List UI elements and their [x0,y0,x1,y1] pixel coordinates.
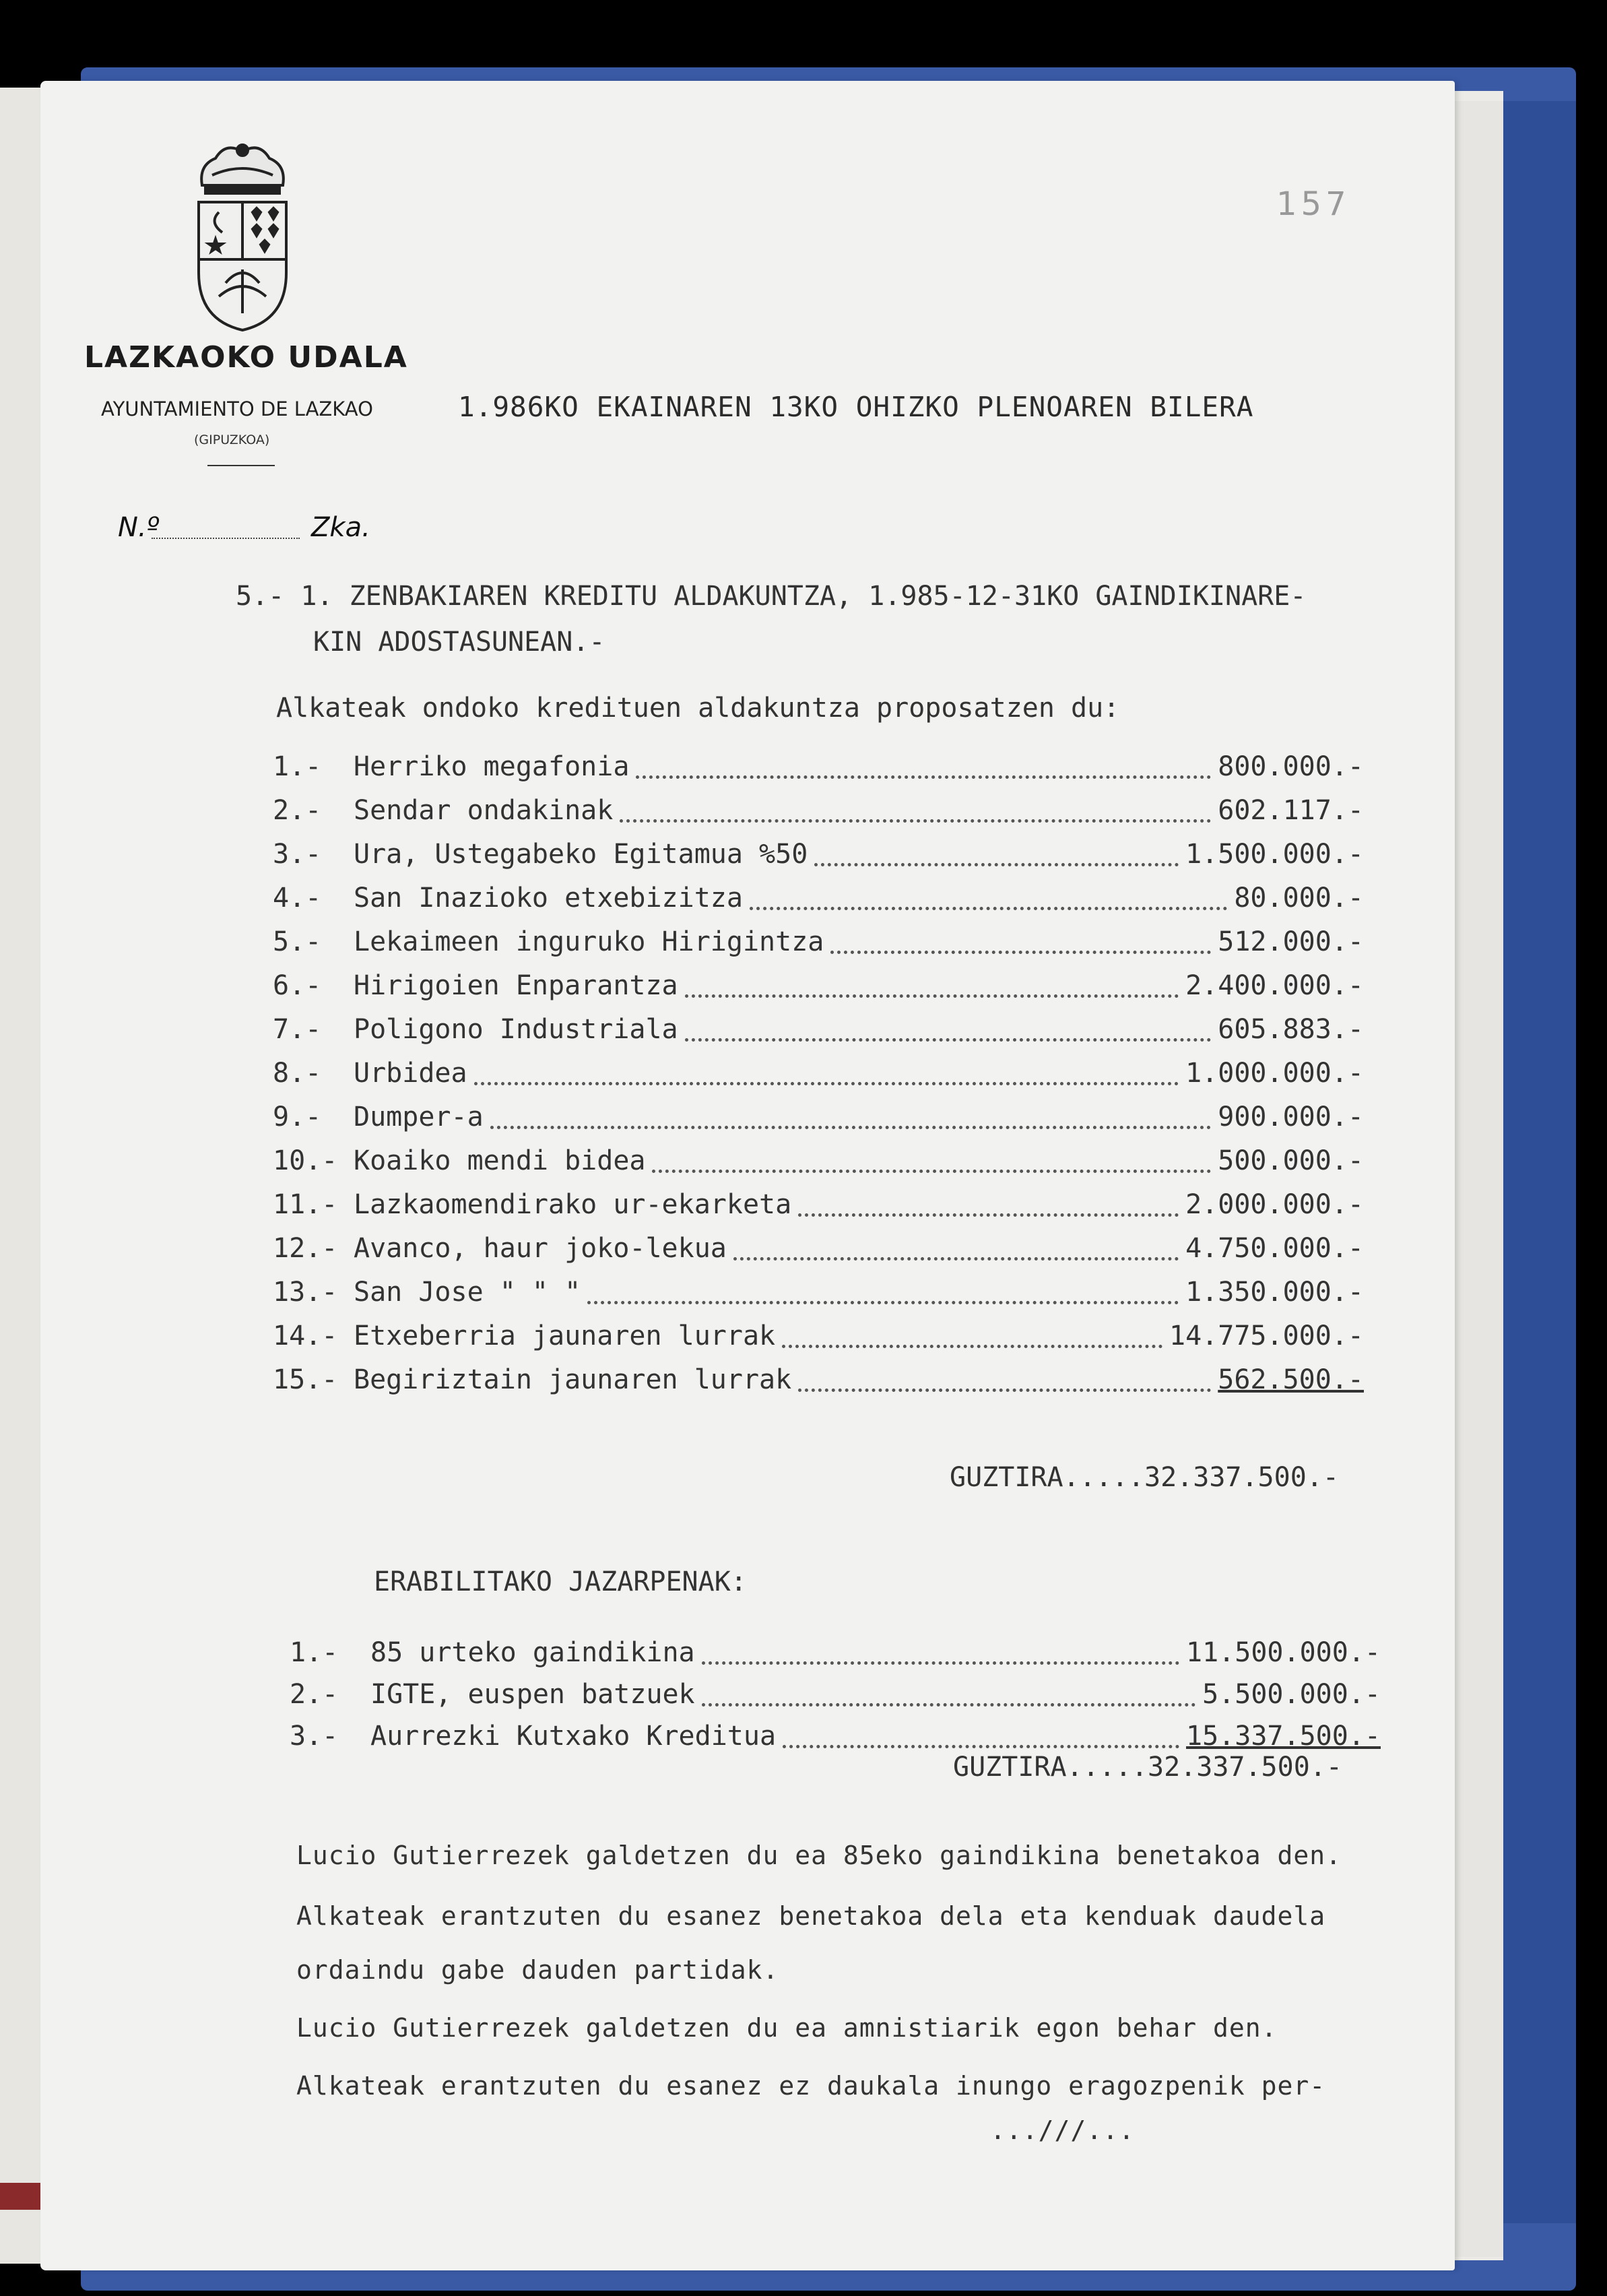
divider [207,465,275,466]
item-amount: 512.000.- [1218,926,1364,957]
item-amount: 5.500.000.- [1202,1679,1381,1710]
item-amount: 2.000.000.- [1185,1189,1364,1220]
item-label: Begiriztain jaunaren lurrak [354,1364,792,1395]
list-item [273,1058,1364,1093]
item-label: IGTE, euspen batzuek [370,1679,695,1710]
list-item [273,1102,1364,1137]
zka-label: Zka. [311,512,370,543]
leader-dots [685,1038,1211,1042]
item-label: Urbidea [354,1058,467,1089]
list-item [273,751,1364,786]
item-label: San Jose " " " [354,1277,581,1308]
credits-total: GUZTIRA.....32.337.500.- [950,1462,1339,1493]
item-number: 9.- [273,1102,322,1133]
page-number: 157 [1276,185,1350,223]
paragraph-3: ordaindu gabe dauden partidak. [296,1955,779,1985]
item-amount: 500.000.- [1218,1145,1364,1176]
leader-dots [620,819,1211,823]
paragraph-4: Lucio Gutierrezek galdetzen du ea amnistiarik egon behar den. [296,2013,1278,2043]
leader-dots [636,775,1211,779]
item-amount: 1.500.000.- [1185,839,1364,870]
list-item [273,795,1364,830]
organization-subtitle: AYUNTAMIENTO DE LAZKAO [101,397,373,420]
item-label: Koaiko mendi bidea [354,1145,646,1176]
item-number: 11.- [273,1189,338,1220]
number-label: N.º [118,512,160,543]
list-item [290,1721,1381,1756]
section-intro: Alkateak ondoko kredituen aldakuntza proposatzen du: [276,693,1120,724]
section-heading-line2: KIN ADOSTASUNEAN.- [313,627,605,658]
item-number: 1.- [273,751,322,782]
item-label: Sendar ondakinak [354,795,614,826]
item-number: 1.- [290,1637,339,1668]
item-amount: 15.337.500.- [1186,1721,1381,1752]
paragraph-2: Alkateak erantzuten du esanez benetakoa dela eta kenduak daudela [296,1901,1326,1931]
leader-dots [474,1082,1179,1085]
list-item [273,883,1364,918]
item-number: 4.- [273,883,322,914]
list-item [273,926,1364,961]
item-amount: 605.883.- [1218,1014,1364,1045]
leader-dots [798,1389,1211,1392]
item-label: Lekaimeen inguruko Hirigintza [354,926,824,957]
item-number: 3.- [273,839,322,870]
item-label: Poligono Industriala [354,1014,678,1045]
leader-dots [702,1661,1179,1665]
item-label: Avanco, haur joko-lekua [354,1233,727,1264]
resources-heading: ERABILITAKO JAZARPENAK: [374,1566,747,1597]
list-item [273,839,1364,874]
leader-dots [733,1257,1179,1261]
item-amount: 11.500.000.- [1186,1637,1381,1668]
item-number: 7.- [273,1014,322,1045]
item-amount: 14.775.000.- [1169,1320,1364,1351]
item-label: Aurrezki Kutxako Kreditua [370,1721,777,1752]
leader-dots [830,951,1211,954]
list-item [273,1364,1364,1399]
section-heading-line1: 5.- 1. ZENBAKIAREN KREDITU ALDAKUNTZA, 1.985-12-31KO GAINDIKINARE- [236,581,1307,612]
item-label: San Inazioko etxebizitza [354,883,743,914]
list-item [273,1014,1364,1049]
list-item [290,1679,1381,1714]
resources-total: GUZTIRA.....32.337.500.- [953,1752,1342,1783]
item-label: Lazkaomendirako ur-ekarketa [354,1189,792,1220]
item-amount: 80.000.- [1234,883,1364,914]
item-label: Herriko megafonia [354,751,630,782]
item-number: 2.- [290,1679,339,1710]
leader-dots [702,1703,1195,1707]
paragraph-5: Alkateak erantzuten du esanez ez daukala inungo eragozpenik per- [296,2071,1326,2101]
list-item [273,1189,1364,1224]
item-amount: 900.000.- [1218,1102,1364,1133]
list-item [273,1233,1364,1268]
leader-dots [490,1126,1211,1129]
leader-dots [652,1170,1211,1173]
list-item [290,1637,1381,1672]
item-number: 2.- [273,795,322,826]
item-number: 8.- [273,1058,322,1089]
item-amount: 2.400.000.- [1185,970,1364,1001]
item-amount: 1.350.000.- [1185,1277,1364,1308]
item-amount: 4.750.000.- [1185,1233,1364,1264]
list-item [273,1320,1364,1356]
item-amount: 800.000.- [1218,751,1364,782]
number-field-dots [152,538,300,539]
item-number: 6.- [273,970,322,1001]
leader-dots [685,994,1179,998]
item-label: Hirigoien Enparantza [354,970,678,1001]
item-label: Etxeberria jaunaren lurrak [354,1320,776,1351]
paragraph-1: Lucio Gutierrezek galdetzen du ea 85eko gaindikina benetakoa den. [296,1841,1342,1870]
item-label: Ura, Ustegabeko Egitamua %50 [354,839,808,870]
leader-dots [783,1745,1179,1748]
leader-dots [814,863,1179,866]
item-number: 3.- [290,1721,339,1752]
coat-of-arms-icon [185,138,300,333]
document-title: 1.986KO EKAINAREN 13KO OHIZKO PLENOAREN BILERA [458,391,1254,423]
organization-province: (GIPUZKOA) [194,433,270,447]
item-amount: 562.500.- [1218,1364,1364,1395]
item-number: 13.- [273,1277,338,1308]
item-number: 14.- [273,1320,338,1351]
item-number: 12.- [273,1233,338,1264]
item-amount: 602.117.- [1218,795,1364,826]
item-label: 85 urteko gaindikina [370,1637,695,1668]
organization-name: LAZKAOKO UDALA [84,340,408,375]
list-item [273,1145,1364,1180]
list-item [273,1277,1364,1312]
leader-dots [782,1345,1162,1348]
leader-dots [587,1301,1179,1304]
list-item [273,970,1364,1005]
continuation-mark: ...///... [990,2115,1135,2145]
leader-dots [798,1213,1179,1217]
leader-dots [750,907,1227,910]
item-number: 10.- [273,1145,338,1176]
item-label: Dumper-a [354,1102,484,1133]
item-number: 5.- [273,926,322,957]
item-amount: 1.000.000.- [1185,1058,1364,1089]
item-number: 15.- [273,1364,338,1395]
